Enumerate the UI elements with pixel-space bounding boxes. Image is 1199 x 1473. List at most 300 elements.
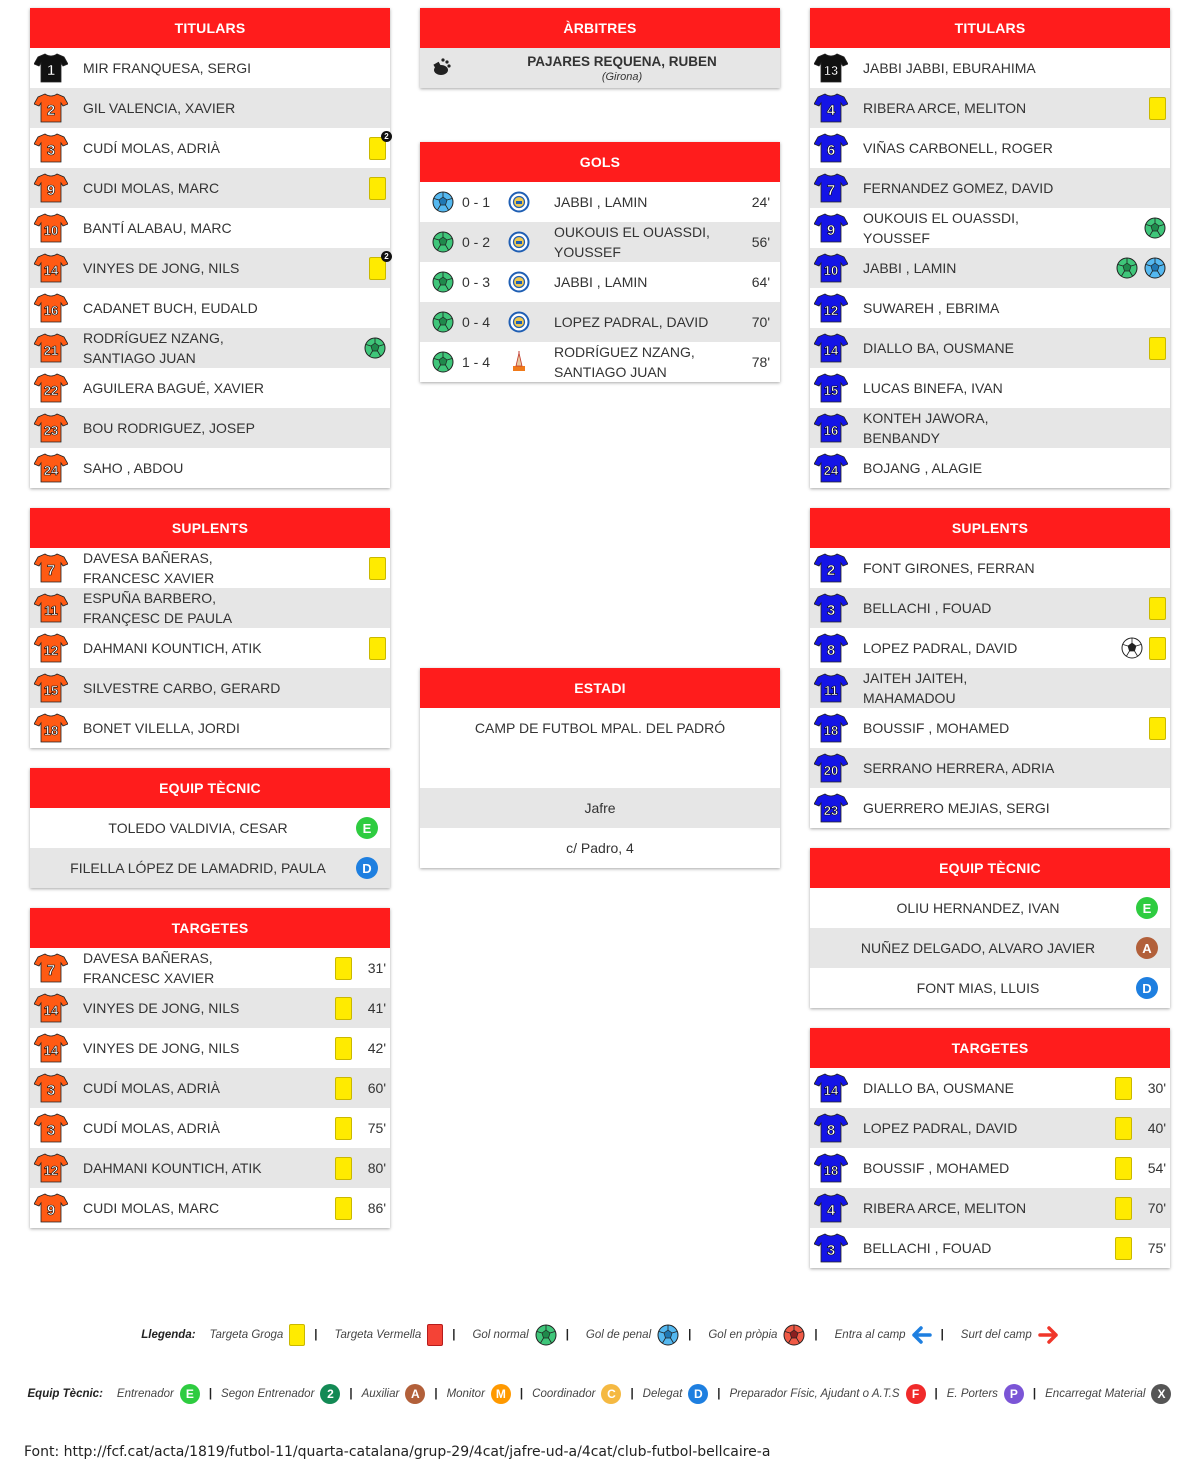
card-event xyxy=(335,1068,386,1108)
shirt-icon xyxy=(34,373,68,403)
player-row[interactable] xyxy=(30,248,390,288)
card-minute: 75' xyxy=(1147,1240,1166,1256)
staff-name[interactable]: NUÑEZ DELGADO, ALVARO JAVIER xyxy=(860,940,1096,956)
shirt-icon xyxy=(814,173,848,203)
staff-row[interactable] xyxy=(30,808,390,848)
card-event xyxy=(1115,1108,1166,1148)
player-row[interactable] xyxy=(810,168,1170,208)
away-club-crest-icon xyxy=(508,231,530,253)
shirt-icon xyxy=(34,253,68,283)
shirt-icon xyxy=(814,593,848,623)
staff-legend-label: Entrenador xyxy=(116,1388,174,1400)
player-name[interactable]: JABBI , LAMIN xyxy=(863,260,957,276)
player-name[interactable]: VINYES DE JONG, NILS xyxy=(83,1000,240,1016)
shirt-number: 1 xyxy=(46,62,56,79)
player-name[interactable]: DAHMANI KOUNTICH, ATIK xyxy=(83,640,262,656)
legend-bar xyxy=(0,1324,1199,1346)
home-club-crest-icon xyxy=(508,351,530,373)
player-name[interactable]: DAHMANI KOUNTICH, ATIK xyxy=(83,1160,262,1176)
shirt-number: 9 xyxy=(826,222,836,239)
shirt-number: 4 xyxy=(826,1202,836,1219)
player-row[interactable] xyxy=(810,628,1170,668)
card-minute: 75' xyxy=(367,1120,386,1136)
shirt-number: 4 xyxy=(826,102,836,119)
card-row[interactable] xyxy=(810,1228,1170,1268)
staff-role-icon: X xyxy=(1151,1384,1171,1404)
yellow-card-icon xyxy=(335,1037,352,1060)
gols-header: GOLS xyxy=(420,142,780,182)
card-count-badge: 2 xyxy=(381,251,392,262)
player-row[interactable] xyxy=(30,48,390,88)
shirt-number: 7 xyxy=(826,182,836,199)
player-row[interactable] xyxy=(810,368,1170,408)
card-row[interactable] xyxy=(810,1188,1170,1228)
card-minute: 60' xyxy=(367,1080,386,1096)
player-name[interactable]: LOPEZ PADRAL, DAVID xyxy=(863,640,1018,656)
staff-role-icon: C xyxy=(601,1384,621,1404)
player-name[interactable]: BELLACHI , FOUAD xyxy=(863,1240,992,1256)
away-club-crest-icon xyxy=(508,311,530,333)
legend-separator: | xyxy=(434,1388,438,1400)
player-row[interactable] xyxy=(30,128,390,168)
player-name[interactable]: CUDÍ MOLAS, ADRIÀ xyxy=(83,1120,220,1136)
home-targetes-panel xyxy=(30,908,390,1228)
card-row[interactable] xyxy=(30,988,390,1028)
card-row[interactable] xyxy=(810,1068,1170,1108)
shirt-number: 10 xyxy=(43,223,59,238)
player-name[interactable]: GIL VALENCIA, XAVIER xyxy=(83,100,236,116)
player-row[interactable] xyxy=(30,168,390,208)
player-name[interactable]: OUKOUIS EL OUASSDI, YOUSSEF xyxy=(863,210,1019,246)
goal-scorer[interactable]: OUKOUIS EL OUASSDI, YOUSSEF xyxy=(554,224,710,260)
player-events xyxy=(1116,248,1166,288)
card-row[interactable] xyxy=(30,1028,390,1068)
goal-icon xyxy=(432,271,454,293)
card-minute: 80' xyxy=(367,1160,386,1176)
player-name[interactable]: JABBI JABBI, EBURAHIMA xyxy=(863,60,1036,76)
shirt-icon xyxy=(34,93,68,123)
player-name[interactable]: CUDI MOLAS, MARC xyxy=(83,1200,220,1216)
player-row[interactable] xyxy=(810,748,1170,788)
player-name[interactable]: SERRANO HERRERA, ADRIA xyxy=(863,760,1055,776)
shirt-number: 3 xyxy=(46,142,56,159)
shirt-number: 11 xyxy=(44,603,58,618)
staff-legend-bar xyxy=(0,1384,1199,1404)
own-goal-icon xyxy=(783,1324,805,1346)
player-name[interactable]: BOJANG , ALAGIE xyxy=(863,460,983,476)
shirt-number: 24 xyxy=(823,463,839,478)
shirt-number: 12 xyxy=(823,303,839,318)
staff-role-icon: M xyxy=(491,1384,511,1404)
legend-separator: | xyxy=(314,1329,318,1341)
shirt-number: 21 xyxy=(43,343,59,358)
legend-separator: | xyxy=(630,1388,634,1400)
player-name[interactable]: CADANET BUCH, EUDALD xyxy=(83,300,258,316)
yellow-card-icon xyxy=(1115,1197,1132,1220)
home-titulars-panel xyxy=(30,8,390,488)
player-name[interactable]: VINYES DE JONG, NILS xyxy=(83,1040,240,1056)
shirt-icon xyxy=(34,713,68,743)
player-row[interactable] xyxy=(30,588,390,628)
penalty-goal-icon xyxy=(1144,257,1166,279)
shirt-number: 2 xyxy=(46,102,56,119)
card-row[interactable] xyxy=(30,948,390,988)
stadium-address-row xyxy=(420,828,780,868)
player-events xyxy=(369,548,386,588)
source-text: Font: http://fcf.cat/acta/1819/futbol-11/quarta-catalana/grup-29/4cat/jafre-ud-a/4cat/club-futbol-bellcaire-a xyxy=(24,1444,771,1460)
player-row[interactable] xyxy=(810,248,1170,288)
card-minute: 70' xyxy=(1147,1200,1166,1216)
shirt-icon xyxy=(814,213,848,243)
card-row[interactable] xyxy=(30,1188,390,1228)
player-row[interactable] xyxy=(30,88,390,128)
player-name[interactable]: CUDI MOLAS, MARC xyxy=(83,180,220,196)
player-events xyxy=(369,168,386,208)
player-name[interactable]: SUWAREH , EBRIMA xyxy=(863,300,1000,316)
stadium-town: Jafre xyxy=(584,800,616,816)
player-row[interactable] xyxy=(30,368,390,408)
shirt-icon xyxy=(34,413,68,443)
yellow-card-icon xyxy=(1115,1237,1132,1260)
goal-row[interactable] xyxy=(420,342,780,382)
shirt-number: 23 xyxy=(823,803,839,818)
goal-minute: 70' xyxy=(751,314,770,330)
legend-separator: | xyxy=(565,1329,569,1341)
player-name[interactable]: RIBERA ARCE, MELITON xyxy=(863,100,1027,116)
stadium-name-row xyxy=(420,708,780,788)
player-row[interactable] xyxy=(810,208,1170,248)
card-minute: 54' xyxy=(1147,1160,1166,1176)
shirt-icon xyxy=(34,673,68,703)
player-row[interactable] xyxy=(30,448,390,488)
shirt-number: 7 xyxy=(46,562,56,579)
shirt-icon xyxy=(814,553,848,583)
card-event xyxy=(1115,1148,1166,1188)
arbitres-panel xyxy=(420,8,780,88)
player-row[interactable] xyxy=(810,668,1170,708)
player-name[interactable]: AGUILERA BAGUÉ, XAVIER xyxy=(83,380,265,396)
card-minute: 86' xyxy=(367,1200,386,1216)
player-name[interactable]: SAHO , ABDOU xyxy=(83,460,184,476)
yellow-card-icon xyxy=(335,957,352,980)
card-event xyxy=(1115,1068,1166,1108)
legend-separator: | xyxy=(349,1388,353,1400)
goal-score: 0 - 3 xyxy=(462,274,491,290)
legend-separator: | xyxy=(452,1329,456,1341)
player-name[interactable]: JAITEH JAITEH, MAHAMADOU xyxy=(863,670,968,706)
player-events xyxy=(1149,588,1166,628)
player-row[interactable] xyxy=(30,708,390,748)
player-name[interactable]: SILVESTRE CARBO, GERARD xyxy=(83,680,281,696)
away-suplents-list xyxy=(810,548,1170,828)
goal-score: 1 - 4 xyxy=(462,354,491,370)
shirt-number: 18 xyxy=(43,723,59,738)
legend-separator: | xyxy=(208,1388,213,1400)
shirt-icon xyxy=(814,133,848,163)
legend-label: Gol normal xyxy=(472,1329,529,1341)
staff-role-icon: D xyxy=(688,1384,708,1404)
player-row[interactable] xyxy=(810,548,1170,588)
shirt-icon xyxy=(34,53,68,83)
player-name[interactable]: BOUSSIF , MOHAMED xyxy=(863,720,1010,736)
player-name[interactable]: FERNANDEZ GOMEZ, DAVID xyxy=(863,180,1054,196)
legend-separator: | xyxy=(934,1388,938,1400)
shirt-icon xyxy=(34,953,68,983)
legend-separator: | xyxy=(940,1329,944,1341)
staff-role-icon: E xyxy=(180,1384,200,1404)
player-events xyxy=(1149,328,1166,368)
home-targetes-header: TARGETES xyxy=(30,908,390,948)
shirt-number: 3 xyxy=(826,1242,836,1259)
yellow-card-icon xyxy=(1149,97,1166,120)
shirt-icon xyxy=(814,1153,848,1183)
card-row[interactable] xyxy=(30,1068,390,1108)
staff-role-icon: E xyxy=(1136,897,1158,919)
yellow-card-icon xyxy=(335,1077,352,1100)
staff-name[interactable]: TOLEDO VALDIVIA, CESAR xyxy=(108,820,288,836)
goal-icon xyxy=(1144,217,1166,239)
shirt-number: 6 xyxy=(826,142,836,159)
card-minute: 31' xyxy=(367,960,386,976)
player-events xyxy=(369,128,389,168)
goal-icon xyxy=(432,311,454,333)
shirt-number: 14 xyxy=(43,263,59,278)
home-suplents-panel xyxy=(30,508,390,748)
player-row[interactable] xyxy=(30,548,390,588)
player-name[interactable]: CUDÍ MOLAS, ADRIÀ xyxy=(83,140,220,156)
legend-separator: | xyxy=(1032,1388,1037,1400)
card-event xyxy=(335,1028,386,1068)
player-row[interactable] xyxy=(30,408,390,448)
legend-separator: | xyxy=(688,1329,692,1341)
shirt-icon xyxy=(814,333,848,363)
shirt-number: 24 xyxy=(43,463,59,478)
shirt-number: 2 xyxy=(826,562,836,579)
player-name[interactable]: ESPUÑA BARBERO, FRANÇESC DE PAULA xyxy=(83,590,233,626)
shirt-icon xyxy=(34,453,68,483)
gols-panel xyxy=(420,142,780,382)
yellow-card-icon xyxy=(289,1324,305,1346)
player-name[interactable]: BELLACHI , FOUAD xyxy=(863,600,992,616)
player-name[interactable]: DIALLO BA, OUSMANE xyxy=(863,340,1014,356)
player-events xyxy=(369,248,389,288)
player-row[interactable] xyxy=(810,788,1170,828)
home-tecnic-list xyxy=(30,808,390,888)
staff-role-icon: D xyxy=(356,857,378,879)
stadium-address: c/ Padro, 4 xyxy=(566,840,634,856)
player-name[interactable]: MIR FRANQUESA, SERGI xyxy=(83,60,252,76)
shirt-icon xyxy=(814,53,848,83)
shirt-icon xyxy=(814,713,848,743)
player-name[interactable]: VIÑAS CARBONELL, ROGER xyxy=(863,140,1053,156)
shirt-number: 22 xyxy=(43,383,59,398)
shirt-icon xyxy=(34,1113,68,1143)
shirt-icon xyxy=(34,993,68,1023)
shirt-number: 16 xyxy=(43,303,59,318)
card-row[interactable] xyxy=(30,1108,390,1148)
shirt-icon xyxy=(814,633,848,663)
staff-name[interactable]: OLIU HERNANDEZ, IVAN xyxy=(896,900,1060,916)
shirt-number: 14 xyxy=(43,1003,59,1018)
staff-role-icon: A xyxy=(1136,937,1158,959)
shirt-icon xyxy=(34,213,68,243)
player-row[interactable] xyxy=(810,88,1170,128)
legend-label: Targeta Groga xyxy=(209,1329,284,1341)
player-events xyxy=(1149,708,1166,748)
player-row[interactable] xyxy=(810,128,1170,168)
staff-legend-label: Monitor xyxy=(446,1388,485,1400)
shirt-number: 16 xyxy=(823,423,839,438)
home-suplents-list xyxy=(30,548,390,748)
away-titulars-header: TITULARS xyxy=(810,8,1170,48)
away-tecnic-panel xyxy=(810,848,1170,1008)
shirt-number: 23 xyxy=(43,423,59,438)
staff-role-icon: 2 xyxy=(320,1384,340,1404)
whistle-icon xyxy=(430,56,452,78)
player-name[interactable]: BONET VILELLA, JORDI xyxy=(83,720,240,736)
player-events xyxy=(1144,208,1166,248)
staff-legend-label: Segon Entrenador xyxy=(221,1388,315,1400)
football-icon xyxy=(1121,637,1143,659)
player-name[interactable]: LUCAS BINEFA, IVAN xyxy=(863,380,1003,396)
yellow-card-icon xyxy=(1149,337,1166,360)
staff-name[interactable]: FILELLA LÓPEZ DE LAMADRID, PAULA xyxy=(70,860,326,876)
card-event xyxy=(335,1148,386,1188)
shirt-icon xyxy=(34,1153,68,1183)
yellow-card-icon xyxy=(1149,597,1166,620)
shirt-number: 8 xyxy=(826,1122,836,1139)
staff-row[interactable] xyxy=(810,928,1170,968)
goal-row[interactable] xyxy=(420,302,780,342)
shirt-number: 3 xyxy=(826,602,836,619)
goal-scorer[interactable]: JABBI , LAMIN xyxy=(554,274,648,290)
player-row[interactable] xyxy=(810,448,1170,488)
player-name[interactable]: GUERRERO MEJIAS, SERGI xyxy=(863,800,1050,816)
stadium-name: CAMP DE FUTBOL MPAL. DEL PADRÓ xyxy=(474,720,726,736)
card-minute: 41' xyxy=(367,1000,386,1016)
player-row[interactable] xyxy=(30,628,390,668)
player-row[interactable] xyxy=(30,208,390,248)
player-row[interactable] xyxy=(810,408,1170,448)
away-targetes-header: TARGETES xyxy=(810,1028,1170,1068)
staff-role-icon: E xyxy=(356,817,378,839)
player-name[interactable]: DAVESA BAÑERAS, FRANCESC XAVIER xyxy=(83,550,215,586)
card-row[interactable] xyxy=(30,1148,390,1188)
goal-minute: 56' xyxy=(751,234,770,250)
shirt-icon xyxy=(814,793,848,823)
player-name[interactable]: BANTÍ ALABAU, MARC xyxy=(83,220,232,236)
shirt-icon xyxy=(34,293,68,323)
stadium-town-row xyxy=(420,788,780,828)
player-row[interactable] xyxy=(810,328,1170,368)
staff-row[interactable] xyxy=(810,968,1170,1008)
shirt-number: 3 xyxy=(46,1122,56,1139)
staff-legend-label: Auxiliar xyxy=(361,1388,400,1400)
estadi-header: ESTADI xyxy=(420,668,780,708)
yellow-card-icon xyxy=(1149,717,1166,740)
player-name[interactable]: LOPEZ PADRAL, DAVID xyxy=(863,1120,1018,1136)
shirt-icon xyxy=(814,413,848,443)
yellow-card-icon xyxy=(369,637,386,660)
goal-score: 0 - 1 xyxy=(462,194,491,210)
shirt-icon xyxy=(814,293,848,323)
player-row[interactable] xyxy=(810,48,1170,88)
staff-row[interactable] xyxy=(810,888,1170,928)
player-name[interactable]: RODRÍGUEZ NZANG, SANTIAGO JUAN xyxy=(83,330,224,366)
legend-separator: | xyxy=(717,1388,721,1400)
shirt-icon xyxy=(34,1193,68,1223)
card-event xyxy=(1115,1188,1166,1228)
player-name[interactable]: VINYES DE JONG, NILS xyxy=(83,260,240,276)
shirt-icon xyxy=(814,253,848,283)
goal-scorer[interactable]: RODRÍGUEZ NZANG, SANTIAGO JUAN xyxy=(554,344,695,380)
player-row[interactable] xyxy=(30,328,390,368)
home-titulars-header: TITULARS xyxy=(30,8,390,48)
shirt-number: 12 xyxy=(43,1163,59,1178)
card-minute: 40' xyxy=(1147,1120,1166,1136)
card-row[interactable] xyxy=(810,1148,1170,1188)
gols-list xyxy=(420,182,780,382)
shirt-number: 7 xyxy=(46,962,56,979)
shirt-icon xyxy=(34,553,68,583)
home-tecnic-panel xyxy=(30,768,390,888)
player-name[interactable]: DIALLO BA, OUSMANE xyxy=(863,1080,1014,1096)
shirt-icon xyxy=(814,93,848,123)
yellow-card-icon xyxy=(335,1197,352,1220)
player-row[interactable] xyxy=(810,708,1170,748)
staff-role-icon: A xyxy=(405,1384,425,1404)
staff-name[interactable]: FONT MIAS, LLUIS xyxy=(916,980,1040,996)
red-card-icon xyxy=(427,1324,443,1346)
player-row[interactable] xyxy=(810,588,1170,628)
goal-row[interactable] xyxy=(420,182,780,222)
goal-scorer[interactable]: JABBI , LAMIN xyxy=(554,194,648,210)
shirt-icon xyxy=(814,373,848,403)
player-row[interactable] xyxy=(810,288,1170,328)
goal-row[interactable] xyxy=(420,222,780,262)
legend-label: Surt del camp xyxy=(960,1329,1032,1341)
player-name[interactable]: CUDÍ MOLAS, ADRIÀ xyxy=(83,1080,220,1096)
player-name[interactable]: BOU RODRIGUEZ, JOSEP xyxy=(83,420,255,436)
card-event xyxy=(1115,1228,1166,1268)
penalty-goal-icon xyxy=(432,191,454,213)
shirt-icon xyxy=(34,133,68,163)
estadi-panel xyxy=(420,668,780,868)
player-name[interactable]: FONT GIRONES, FERRAN xyxy=(863,560,1035,576)
goal-icon xyxy=(364,337,386,359)
player-name[interactable]: DAVESA BAÑERAS, FRANCESC XAVIER xyxy=(83,950,215,986)
home-targetes-list xyxy=(30,948,390,1228)
goal-score: 0 - 4 xyxy=(462,314,491,330)
away-tecnic-header: EQUIP TÈCNIC xyxy=(810,848,1170,888)
shirt-number: 3 xyxy=(46,1082,56,1099)
shirt-icon xyxy=(814,673,848,703)
goal-row[interactable] xyxy=(420,262,780,302)
goal-scorer[interactable]: LOPEZ PADRAL, DAVID xyxy=(554,314,709,330)
staff-row[interactable] xyxy=(30,848,390,888)
goal-icon xyxy=(432,351,454,373)
referee-name: PAJARES REQUENA, RUBEN xyxy=(527,53,717,69)
player-name[interactable]: KONTEH JAWORA, BENBANDY xyxy=(863,410,989,446)
player-row[interactable] xyxy=(30,288,390,328)
player-name[interactable]: BOUSSIF , MOHAMED xyxy=(863,1160,1010,1176)
yellow-card-icon xyxy=(1115,1157,1132,1180)
player-name[interactable]: RIBERA ARCE, MELITON xyxy=(863,1200,1027,1216)
player-row[interactable] xyxy=(30,668,390,708)
card-count-badge: 2 xyxy=(381,131,392,142)
card-row[interactable] xyxy=(810,1108,1170,1148)
yellow-card-icon xyxy=(335,997,352,1020)
